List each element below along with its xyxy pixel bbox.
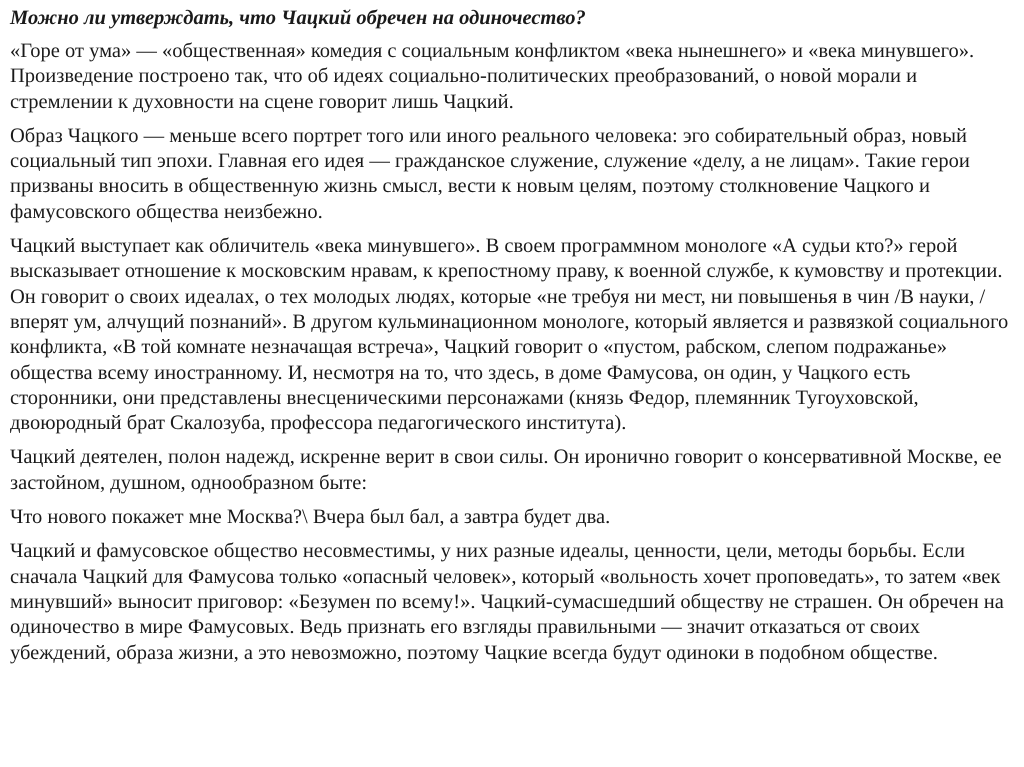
paragraph-chatsky-active: Чацкий деятелен, полон надежд, искренне верит в свои силы. Он иронично говорит о консервативной Москве, ее застойном, душном, однообразном быте:: [10, 446, 1002, 494]
paragraph-quote: Что нового покажет мне Москва?\ Вчера был бал, а завтра будет два.: [10, 506, 611, 529]
paragraph-conclusion: Чацкий и фамусовское общество несовместимы, у них разные идеалы, ценности, цели, методы борьбы. Если сначала Чацкий для Фамусова только «опасный человек», который «вольность хочет проповедать», то затем «век минувший» выносит приговор: «Безумен по всему!». Чацкий-сумасшедший обществу не страшен. Он обречен на одиночество в мире Фамусовых. Ведь признать его взгляды правильными — значит отказаться от своих убеждений, образа жизни, а это невозможно, поэтому Чацкие всегда будут одиноки в подобном обществе.: [10, 540, 1004, 664]
document-title: Можно ли утверждать, что Чацкий обречен на одиночество?: [10, 7, 586, 29]
paragraph-chatsky-image: Образ Чацкого — меньше всего портрет того или иного реального человека: эго собирательный образ, новый социальный тип эпохи. Главная его идея — гражданское служение, служение «делу, а не лицам». Такие герои призваны вносить в общественную жизнь смысл, вести к новым целям, поэтому столкновение Чацкого и фамусовского общества неизбежно.: [10, 124, 970, 223]
paragraph-chatsky-denouncer: Чацкий выступает как обличитель «века минувшего». В своем программном монологе «А судьи кто?» герой высказывает отношение к московским нравам, к крепостному праву, к военной службе, к кумовству и протекции. Он говорит о своих идеалах, о тех молодых людях, которые «не требуя ни мест, ни повышенья в чин /В науки, /вперят ум, алчущий познаний». В другом кульминационном монологе, который является и развязкой социального конфликта, «В той комнате незначащая встреча», Чацкий говорит о «пустом, рабском, слепом подражанье» общества всему иностранному. И, несмотря на то, что здесь, в доме Фамусова, он один, у Чацкого есть сторонники, они представлены внесценическими персонажами (князь Федор, племянник Тугоуховской, двоюродный брат Скалозуба, профессора педагогического института).: [10, 235, 1009, 435]
paragraph-intro: «Горе от ума» — «общественная» комедия с социальным конфликтом «века нынешнего» и «века минувшего». Произведение построено так, что об идеях социально-политических преобразований, о новой морали и стремлении к духовности на сцене говорит лишь Чацкий.: [10, 40, 975, 113]
